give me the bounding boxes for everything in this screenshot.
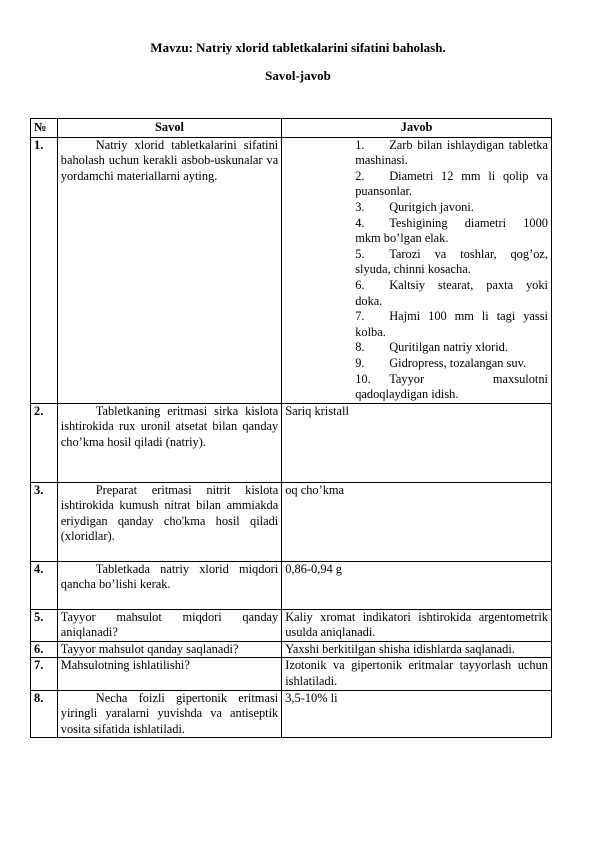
list-item bbox=[355, 309, 548, 340]
list-item bbox=[355, 247, 548, 278]
answer-cell bbox=[282, 641, 552, 658]
list-item bbox=[355, 372, 548, 403]
table-row bbox=[31, 403, 552, 482]
list-item-text: Quritgich javoni. bbox=[389, 199, 474, 214]
list-item-text: Quritilgan natriy xlorid. bbox=[389, 340, 508, 355]
list-item bbox=[355, 138, 548, 169]
table-row bbox=[31, 482, 552, 561]
header-number: № bbox=[31, 119, 58, 138]
list-item-number: 10. bbox=[355, 371, 371, 386]
question-text: Tayyor mahsulot qanday saqlanadi? bbox=[60, 641, 239, 656]
list-item bbox=[355, 216, 548, 247]
list-item bbox=[355, 340, 548, 356]
row-number: 5. bbox=[31, 609, 58, 641]
answer-text: 0,86-0,94 g bbox=[285, 561, 343, 576]
row-number: 3. bbox=[31, 482, 58, 561]
question-cell bbox=[57, 641, 281, 658]
table-row bbox=[31, 137, 552, 403]
list-item-text: Hajmi 100 mm li tagi yassi kolba. bbox=[355, 309, 548, 339]
answer-cell bbox=[282, 482, 552, 561]
question-text: Preparat eritmasi nitrit kislota ishtirokida kumush nitrat bilan ammiakda eriydigan qanday cho'kma hosil qiladi (xloridlar). bbox=[60, 482, 279, 544]
question-text: Natriy xlorid tabletkalarini sifatini baholash uchun kerakli asbob-uskunalar va yordamchi materiallarni ayting. bbox=[60, 137, 279, 183]
row-number: 4. bbox=[31, 561, 58, 609]
answer-cell bbox=[282, 561, 552, 609]
document-subtitle: Savol-javob bbox=[265, 68, 331, 83]
table-header-row bbox=[31, 119, 552, 138]
question-text: Tayyor mahsulot miqdori qanday aniqlanadi? bbox=[60, 609, 279, 640]
answer-text: Yaxshi berkitilgan shisha idishlarda saqlanadi. bbox=[285, 641, 515, 656]
row-number: 7. bbox=[31, 658, 58, 690]
list-item-number: 2. bbox=[355, 168, 365, 183]
question-text: Mahsulotning ishlatilishi? bbox=[60, 658, 190, 673]
header-answer: Javob bbox=[282, 119, 552, 138]
answer-cell bbox=[282, 609, 552, 641]
list-item-text: Gidropress, tozalangan suv. bbox=[389, 355, 527, 370]
list-item-number: 5. bbox=[355, 246, 365, 261]
question-cell bbox=[57, 137, 281, 403]
list-item-number: 4. bbox=[355, 215, 365, 230]
row-number: 2. bbox=[31, 403, 58, 482]
list-item bbox=[355, 200, 548, 216]
row-number: 8. bbox=[31, 690, 58, 738]
list-item-text: Zarb bilan ishlaydigan tabletka mashinasi. bbox=[355, 137, 548, 168]
question-cell bbox=[57, 658, 281, 690]
answer-cell bbox=[282, 658, 552, 690]
answer-text: oq cho’kma bbox=[285, 482, 345, 497]
row-number: 6. bbox=[31, 641, 58, 658]
answer-text: 3,5-10% li bbox=[285, 690, 338, 705]
header-question: Savol bbox=[57, 119, 281, 138]
answer-text: Izotonik va gipertonik eritmalar tayyorlash uchun ishlatiladi. bbox=[285, 658, 548, 689]
list-item-number: 9. bbox=[355, 355, 365, 370]
question-text: Necha foizli gipertonik eritmasi yiringli yaralarni yuvishda va antiseptik vosita sifatida ishlatiladi. bbox=[60, 690, 279, 736]
table-row bbox=[31, 641, 552, 658]
document-title: Mavzu: Natriy xlorid tabletkalarini sifatini baholash. bbox=[150, 40, 446, 55]
question-text: Tabletkaning eritmasi sirka kislota ishtirokida rux uronil atsetat bilan qanday cho’kma hosil qiladi (natriy). bbox=[60, 403, 279, 449]
answer-text: Kaliy xromat indikatori ishtirokida argentometrik usulda aniqlanadi. bbox=[285, 609, 548, 640]
question-cell bbox=[57, 482, 281, 561]
list-item-text: Teshigining diametri 1000 mkm bo’lgan elak. bbox=[355, 215, 548, 246]
list-item-number: 8. bbox=[355, 340, 365, 355]
question-text: Tabletkada natriy xlorid miqdori qancha bo’lishi kerak. bbox=[60, 561, 279, 592]
answer-cell bbox=[282, 137, 552, 403]
answer-cell bbox=[282, 690, 552, 738]
row-number: 1. bbox=[31, 137, 58, 403]
answer-list bbox=[285, 138, 548, 403]
question-cell bbox=[57, 403, 281, 482]
answer-text: Sariq kristall bbox=[285, 403, 349, 418]
list-item bbox=[355, 169, 548, 200]
list-item-number: 3. bbox=[355, 199, 365, 214]
table-row bbox=[31, 658, 552, 690]
question-cell bbox=[57, 609, 281, 641]
question-cell bbox=[57, 561, 281, 609]
list-item-number: 6. bbox=[355, 277, 365, 292]
list-item bbox=[355, 278, 548, 309]
list-item-text: Tarozi va toshlar, qog’oz, slyuda, chinni kosacha. bbox=[355, 246, 548, 277]
question-cell bbox=[57, 690, 281, 738]
list-item-text: Diametri 12 mm li qolip va puansonlar. bbox=[355, 168, 548, 199]
list-item bbox=[355, 356, 548, 372]
list-item-text: Tayyor maxsulotni qadoqlaydigan idish. bbox=[355, 371, 548, 402]
table-row bbox=[31, 561, 552, 609]
table-row bbox=[31, 609, 552, 641]
list-item-number: 7. bbox=[355, 309, 365, 324]
list-item-text: Kaltsiy stearat, paxta yoki doka. bbox=[355, 277, 548, 308]
list-item-number: 1. bbox=[355, 137, 365, 152]
answer-cell bbox=[282, 403, 552, 482]
table-row bbox=[31, 690, 552, 738]
qa-table bbox=[30, 118, 552, 738]
